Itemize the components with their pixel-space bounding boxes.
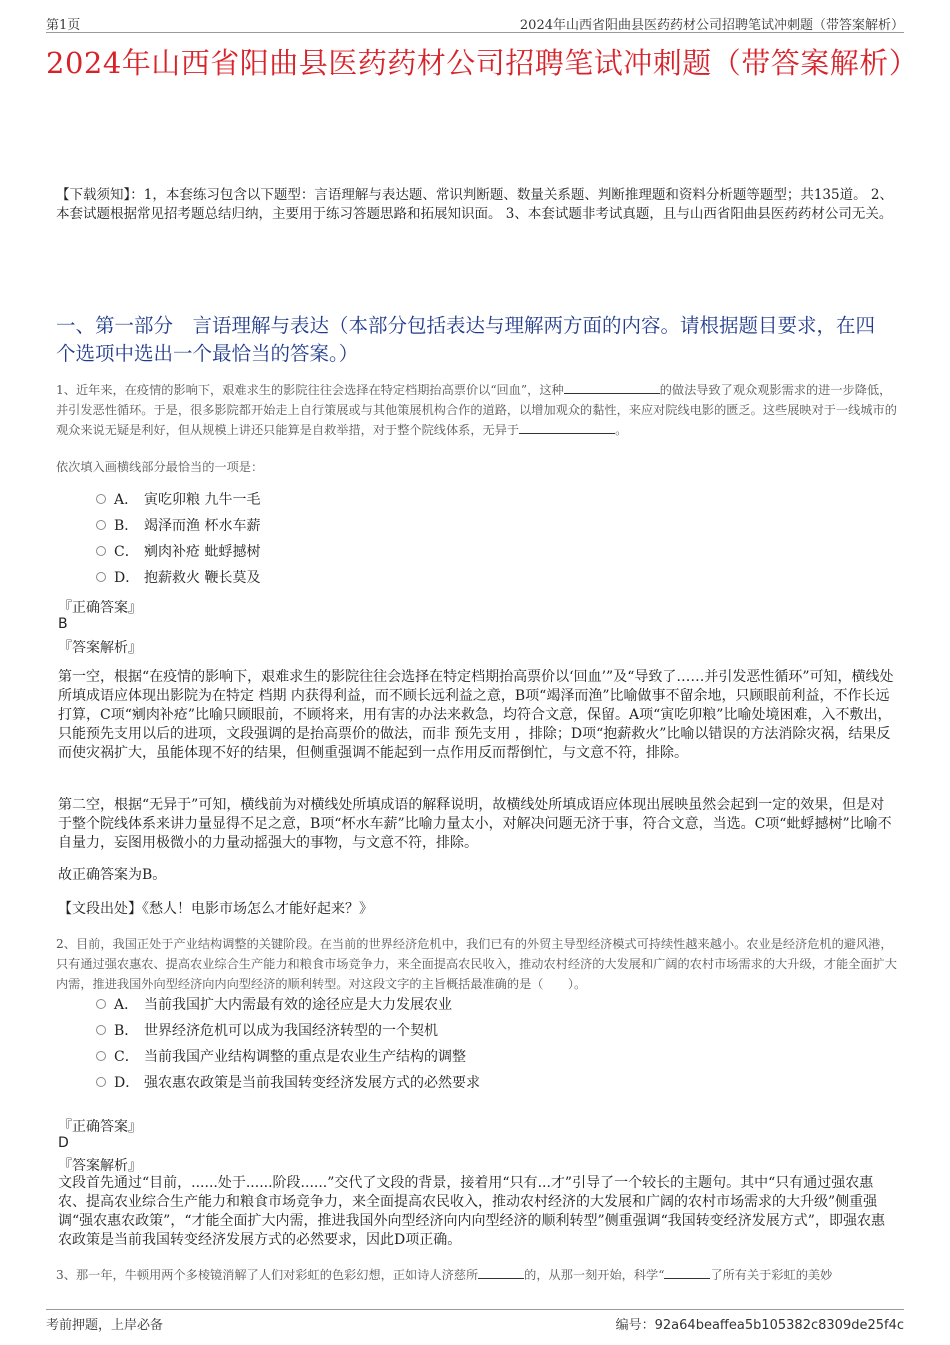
question-1-stem-part-c: 。 [615,423,628,437]
option-letter: A． [114,997,139,1013]
option-text: 竭泽而渔 杯水车薪 [144,518,261,534]
answer-label: 『正确答案』 [58,1119,142,1135]
option-b[interactable] [96,513,260,539]
option-a[interactable] [96,992,480,1018]
question-1-stem-part-a: 1、近年来，在疫情的影响下，艰难求生的影院往往会选择在特定档期抬高票价以“回血”，这种 [56,383,564,397]
page-title: 2024年山西省阳曲县医药药材公司招聘笔试冲刺题（带答案解析） [46,46,919,80]
option-d[interactable] [96,1070,480,1096]
option-b[interactable] [96,1018,480,1044]
footer-slogan: 考前押题，上岸必备 [46,1318,164,1333]
analysis-paragraph: 文段首先通过“目前，......处于......阶段......”交代了文段的背景，接着用“只有...才”引导了一个较长的主题句。其中“只有通过强农惠农、提高农业综合生产能力和粮食市场竞争力，来全面提高农民收入，推动农村经济的大发展和广阔的农村市场需求的大升级”侧重强调“强农惠农政策”，“才能全面扩大内需，推进我国外向型经济向内向型经济的顺利转型”侧重强调“我国转变经济发展方式”，即强农惠农政策是当前我国转变经济发展方式的必然要求，因此D项正确。 [58,1175,885,1248]
answer-label: 『正确答案』 [58,600,142,616]
option-a[interactable] [96,487,260,513]
correct-answer: D [58,1135,69,1151]
fill-blank-1 [564,381,660,394]
document-code-label: 编号： [615,1318,655,1333]
radio-button[interactable] [96,520,106,530]
analysis-conclusion: 故正确答案为B。 [58,867,167,883]
option-c[interactable] [96,539,260,565]
radio-button[interactable] [96,494,106,504]
option-letter: C． [114,1049,139,1065]
header-doc-title: 2024年山西省阳曲县医药药材公司招聘笔试冲刺题（带答案解析） [519,18,904,33]
analysis-paragraph-1: 第一空，根据“在疫情的影响下，艰难求生的影院往往会选择在特定档期抬高票价以‘回血’”及“导致了……并引发恶性循环”可知，横线处所填成语应体现出影院为在特定 档期 内获得利益，而不顾长远利益之意，B项“竭泽而渔”比喻做事不留余地，只顾眼前利益，不作长远打算，C项“剜肉补疮”比喻只顾眼前，不顾将来，用有害的办法来救急，均符合文意，保留。A项“寅吃卯粮”比喻处境困难，入不敷出，只能预先支用以后的进项，文段强调的是抬高票价的做法，而非 预先支用 ，排除；D项“抱薪救火”比喻以错误的方法消除灾祸，结果反而使灾祸扩大，虽能体现不好的结果，但侧重强调不能起到一点作用反而帮倒忙，与文意不符，排除。 [58,669,894,761]
option-text: 当前我国产业结构调整的重点是农业生产结构的调整 [144,1049,466,1065]
page-header [46,14,904,34]
question-1-options [96,487,260,591]
correct-answer: B [58,616,68,632]
option-d[interactable] [96,565,260,591]
option-text: 寅吃卯粮 九牛一毛 [144,492,261,508]
option-text: 当前我国扩大内需最有效的途径应是大力发展农业 [144,997,452,1013]
document-code [616,1314,904,1333]
question-3-stem [56,1265,898,1285]
option-text: 强农惠农政策是当前我国转变经济发展方式的必然要求 [144,1075,480,1091]
question-1-stem-part-b: 的做法导致了观众观影需求的进一步降低，并引发恶性循环。于是，很多影院都开始走上自行策展或与其他策展机构合作的道路，以增加观众的黏性，来应对院线电影的匮乏。这些展映对于一线城市的观众来说无疑是利好，但从规模上讲还只能算是自救举措，对于整个院线体系，无异于 [56,383,897,437]
fill-blank-1 [478,1266,524,1279]
analysis-label: 『答案解析』 [58,1158,142,1174]
fill-blank-2 [519,421,615,434]
question-1-prompt: 依次填入画横线部分最恰当的一项是： [56,460,264,474]
footer-divider [46,1309,904,1310]
radio-button[interactable] [96,1025,106,1035]
page-footer [46,1314,904,1334]
analysis-label: 『答案解析』 [58,640,142,656]
radio-button[interactable] [96,999,106,1009]
question-3-stem-part-c: 了所有关于彩虹的美妙 [710,1268,833,1282]
download-notice: 【下载须知】：1，本套练习包含以下题型：言语理解与表达题、常识判断题、数量关系题、判断推理题和资料分析题等题型；共135道。 2、本套试题根据常见招考题总结归纳，主要用于练习答题思路和拓展知识面。 3、本套试题非考试真题，且与山西省阳曲县医药药材公司无关。 [56,187,893,222]
option-letter: B． [114,1023,139,1039]
option-letter: A． [114,492,139,508]
question-2-options [96,992,480,1096]
radio-button[interactable] [96,1051,106,1061]
page-number: 第1页 [46,18,81,33]
question-3-stem-part-b: 的，从那一刻开始，科学“ [524,1268,665,1282]
analysis-paragraph-2: 第二空，根据“无异于”可知，横线前为对横线处所填成语的解释说明，故横线处所填成语应体现出展映虽然会起到一定的效果，但是对于整个院线体系来讲力量显得不足之意，B项“杯水车薪”比喻力量太小，对解决问题无济于事，符合文意，当选。C项“蚍蜉撼树”比喻不自量力，妄图用极微小的力量动摇强大的事物，与文意不符，排除。 [58,797,892,851]
section-title: 一、第一部分 言语理解与表达（本部分包括表达与理解两方面的内容。请根据题目要求，在四个选项中选出一个最恰当的答案。） [56,314,876,365]
header-divider [46,32,904,33]
option-letter: C． [114,544,139,560]
option-text: 世界经济危机可以成为我国经济转型的一个契机 [144,1023,438,1039]
option-letter: D． [114,1075,140,1091]
question-3-stem-part-a: 3、那一年，牛顿用两个多棱镜消解了人们对彩虹的色彩幻想，正如诗人济慈所 [56,1268,479,1282]
radio-button[interactable] [96,1077,106,1087]
question-2-stem: 2、目前，我国正处于产业结构调整的关键阶段。在当前的世界经济危机中，我们已有的外贸主导型经济模式可持续性越来越小。农业是经济危机的避风港，只有通过强农惠农、提高农业综合生产能力和粮食市场竞争力，来全面提高农民收入，推动农村经济的大发展和广阔的农村市场需求的大升级，才能全面扩大内需，推进我国外向型经济向内向型经济的顺利转型。对这段文字的主旨概括最准确的是（ ）。 [56,937,897,991]
option-letter: D． [114,570,140,586]
option-c[interactable] [96,1044,480,1070]
question-1-stem [56,380,898,440]
document-code-value: 92a64beaffea5b105382c8309de25f4c [654,1318,904,1333]
source-citation: 【文段出处】《愁人！电影市场怎么才能好起来？》 [58,901,373,917]
fill-blank-2 [664,1266,710,1279]
option-text: 剜肉补疮 蚍蜉撼树 [144,544,261,560]
option-text: 抱薪救火 鞭长莫及 [144,570,261,586]
option-letter: B． [114,518,139,534]
radio-button[interactable] [96,572,106,582]
radio-button[interactable] [96,546,106,556]
